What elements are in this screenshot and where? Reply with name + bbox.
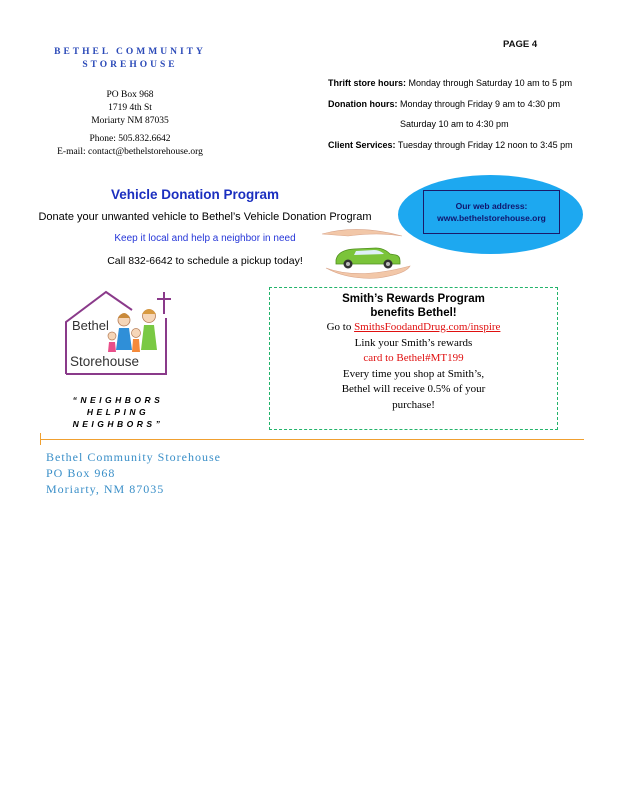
vehicle-program-line1: Donate your unwanted vehicle to Bethel’s Vehicle Donation Program [38, 211, 372, 223]
web-address-url[interactable]: www.bethelstorehouse.org [437, 213, 546, 223]
slogan-line1: “NEIGHBORS [72, 395, 164, 405]
org-address [40, 89, 220, 128]
rewards-body [269, 320, 558, 413]
mailing-divider-tick [40, 433, 41, 445]
org-contact [40, 133, 220, 159]
rewards-line5: Bethel will receive 0.5% of your [341, 383, 486, 395]
slogan [38, 394, 198, 430]
address-line: Moriarty NM 87035 [91, 116, 169, 126]
vehicle-program-line3: Call 832-6642 to schedule a pickup today! [107, 255, 303, 267]
address-line: 1719 4th St [108, 103, 152, 113]
page-number: PAGE 4 [503, 39, 538, 50]
org-name-line1: BETHEL COMMUNITY [54, 47, 206, 57]
org-name [40, 46, 220, 72]
slogan-line2: HELPING [86, 407, 150, 417]
client-services-value: Tuesday through Friday 12 noon to 3:45 pm [395, 140, 573, 150]
vehicle-program-title: Vehicle Donation Program [110, 187, 280, 202]
rewards-title [269, 292, 558, 320]
thrift-hours-label: Thrift store hours: [328, 78, 406, 88]
mailing-line2: PO Box 968 [46, 466, 116, 480]
phone-text: Phone: 505.832.6642 [89, 134, 171, 144]
donation-hours-saturday: Saturday 10 am to 4:30 pm [400, 119, 509, 129]
rewards-link[interactable]: SmithsFoodandDrug.com/inspire [354, 321, 501, 333]
rewards-goto-text: Go to [326, 321, 355, 333]
mailing-line3: Moriarty, NM 87035 [46, 482, 165, 496]
address-line: PO Box 968 [106, 90, 154, 100]
slogan-line3: NEIGHBORS” [72, 419, 164, 429]
email-text: E-mail: contact@bethelstorehouse.org [57, 147, 203, 157]
org-name-line2: STOREHOUSE [82, 60, 178, 70]
rewards-line3: card to Bethel#MT199 [363, 352, 464, 364]
thrift-hours [328, 77, 572, 89]
donation-hours-value: Monday through Friday 9 am to 4:30 pm [397, 99, 561, 109]
vehicle-program-line2: Keep it local and help a neighbor in need [114, 233, 296, 244]
rewards-goto-line [269, 320, 558, 336]
rewards-title-line2: benefits Bethel! [370, 307, 457, 319]
web-address-label: Our web address: [455, 201, 528, 211]
mailing-divider [40, 439, 584, 440]
logo-word-storehouse: Storehouse [70, 354, 140, 369]
mailing-address [46, 449, 221, 497]
donation-hours [328, 98, 560, 110]
rewards-title-line1: Smith’s Rewards Program [342, 293, 485, 305]
rewards-line4: Every time you shop at Smith’s, [342, 367, 485, 380]
mailing-line1: Bethel Community Storehouse [46, 450, 221, 464]
rewards-line6: purchase! [392, 398, 435, 411]
client-services-hours [328, 139, 573, 151]
car-in-hands-icon [318, 222, 413, 282]
web-address-box [423, 190, 560, 234]
bethel-storehouse-logo [60, 288, 176, 378]
thrift-hours-value: Monday through Saturday 10 am to 5 pm [406, 78, 573, 88]
donation-hours-label: Donation hours: [328, 99, 398, 109]
rewards-line2: Link your Smith’s rewards [354, 336, 473, 349]
client-services-label: Client Services: [328, 140, 396, 150]
logo-word-bethel: Bethel [72, 318, 109, 333]
